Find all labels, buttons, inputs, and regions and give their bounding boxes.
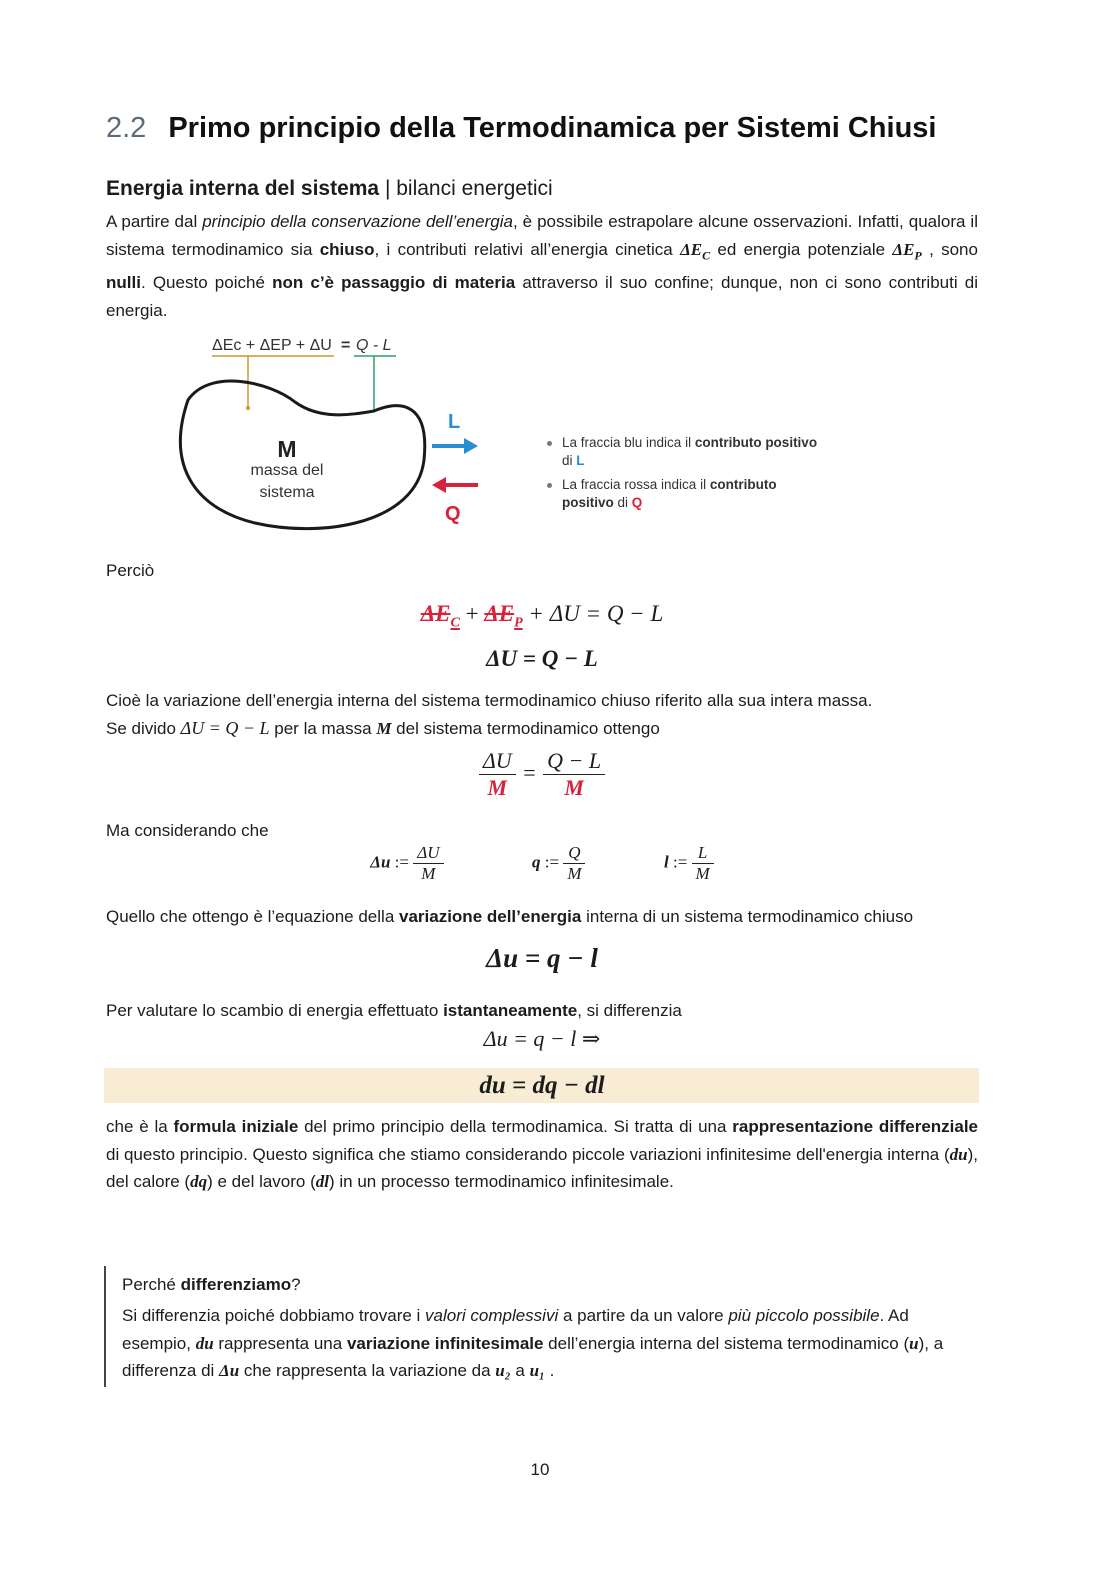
text: Si differenzia poiché dobbiamo trovare i: [122, 1306, 426, 1325]
text: La fraccia blu indica il: [562, 435, 695, 450]
math-inline: Δu: [219, 1361, 240, 1380]
equation-energy-balance: [106, 643, 978, 675]
text-bold: contributo positivo: [694, 435, 818, 450]
mass-label-line2: sistema: [259, 484, 315, 501]
text: Quello che ottengo è l’equazione della: [106, 907, 399, 926]
pervalutare-text: [106, 998, 682, 1024]
denominator: M: [695, 864, 710, 883]
numerator: Q: [563, 843, 585, 864]
text-italic: più piccolo possibile: [728, 1306, 880, 1325]
text: per la massa: [269, 719, 377, 738]
equation-specific-definitions: [106, 843, 978, 884]
math-inline: dl: [315, 1172, 330, 1191]
page-number: 10: [530, 1460, 550, 1479]
text: , i contributi relativi all’energia cinetica: [374, 239, 681, 259]
system-diagram: [160, 320, 520, 550]
denominator: M: [567, 864, 582, 883]
math-q: q: [532, 852, 541, 872]
math-def: :=: [544, 852, 560, 872]
red-arrow-head-icon: [432, 477, 446, 493]
formula-paragraph: [106, 1113, 978, 1196]
text: . Ad esempio,: [122, 1306, 909, 1353]
math-ep-cancelled: $\Delta E_P$: [484, 601, 523, 631]
text-italic: valori complessivi: [425, 1306, 559, 1325]
text: dell’energia interna del sistema termodinamico (: [543, 1333, 910, 1353]
text-red: Q: [631, 495, 643, 510]
text: ), a differenza di: [122, 1333, 944, 1380]
equation-differentiate: Δu = q − l ⇒: [483, 1026, 601, 1051]
text: Se divido: [106, 719, 181, 738]
diagram-formula-equal: =: [341, 337, 351, 354]
fraction-du: [413, 843, 443, 884]
quello-text: [106, 904, 913, 930]
note-border: [104, 1266, 106, 1387]
math-inline: du: [195, 1333, 214, 1353]
diagram-legend: [544, 434, 824, 518]
text-italic: principio della conservazione dell’energia: [202, 212, 513, 231]
equation-differential-form: [106, 1068, 978, 1103]
text: interna di un sistema termodinamico chiuso: [581, 907, 914, 926]
arrow-Q-label: Q: [445, 503, 461, 525]
text-bold: istantaneamente: [443, 1001, 578, 1020]
text: del primo principio della termodinamica. Si tratta di una: [298, 1117, 733, 1136]
text: ?: [291, 1275, 301, 1294]
text: a: [510, 1361, 530, 1380]
math-l: l: [663, 852, 669, 872]
math-inline: du: [949, 1144, 968, 1164]
text: Per valutare lo scambio di energia effettuato: [106, 1001, 444, 1020]
math-def: :=: [672, 852, 688, 872]
text: che è la: [106, 1117, 174, 1136]
math-delta-ep: $\Delta E_P$: [892, 239, 922, 262]
note-body: [122, 1302, 972, 1385]
text-bold: chiuso: [319, 239, 375, 259]
text: a partire da un valore: [558, 1306, 729, 1325]
mass-label-line1: massa del: [250, 462, 324, 479]
math-du: Δu: [370, 852, 391, 872]
denominator: M: [487, 775, 508, 800]
arrow-L-label: L: [448, 411, 461, 433]
equation-specific-energy: Δu = q − l: [486, 943, 598, 973]
math-delta-ec: $\Delta E_C$: [680, 239, 711, 262]
text: , sono: [921, 239, 978, 259]
math-inline-bold: M: [376, 719, 392, 738]
denominator: M: [421, 864, 436, 883]
equation-per-mass: $\frac{\Delta U}{M}$ = $\frac{Q - L}{M}$: [106, 748, 978, 801]
text: A partire dal: [106, 212, 203, 231]
text-bold: non c’è passaggio di materia: [272, 273, 516, 293]
section-number: 2.2: [106, 112, 147, 144]
text: ) in un processo termodinamico infinitesimale.: [329, 1172, 674, 1191]
text-bold: differenziamo: [180, 1275, 292, 1294]
text: ed energia potenziale: [710, 239, 893, 259]
math-inline: u₁: [529, 1361, 545, 1380]
text-bold: formula iniziale: [173, 1117, 299, 1136]
text: Perché: [122, 1275, 181, 1294]
fraction-right: [543, 748, 605, 801]
legend-item-blue: [544, 434, 824, 470]
system-boundary: [180, 381, 424, 529]
text: . Questo poiché: [140, 273, 273, 293]
text-bold: contributo positivo: [562, 477, 777, 510]
subsection-subtitle: | bilanci energetici: [379, 177, 553, 200]
numerator: ΔU: [479, 748, 516, 775]
fraction-l: [692, 843, 714, 884]
text: di: [613, 495, 632, 510]
math-def: :=: [394, 852, 409, 872]
text: , si differenzia: [577, 1001, 682, 1020]
math-inline: u₂: [495, 1361, 511, 1380]
math-ec-cancelled: $\Delta E_C$: [420, 601, 460, 631]
text: La fraccia rossa indica il: [562, 477, 710, 492]
text-bold: variazione dell’energia: [399, 907, 582, 926]
section-title: Primo principio della Termodinamica per Sistemi Chiusi: [168, 112, 937, 144]
math-inline: dq: [190, 1172, 208, 1191]
text: rappresenta una: [213, 1333, 347, 1353]
text-bold: rappresentazione differenziale: [732, 1117, 979, 1136]
bullet-icon: [547, 483, 552, 488]
ma-text: Ma considerando che: [106, 821, 269, 840]
text: di: [562, 453, 577, 468]
subsection-heading: [106, 174, 553, 204]
denominator: M: [564, 775, 584, 800]
math-rest: + ΔU = Q − L: [528, 601, 664, 626]
cioe-text: Cioè la variazione dell’energia interna del sistema termodinamico chiuso riferito alla sua intera massa.: [106, 691, 873, 710]
numerator: Q − L: [543, 748, 605, 775]
text: del sistema termodinamico ottengo: [391, 719, 660, 738]
percio-text: Perciò: [106, 561, 155, 580]
fraction-q: [563, 843, 585, 884]
text: .: [544, 1361, 555, 1380]
numerator: L: [692, 843, 714, 864]
math-equation: ΔU = Q − L: [486, 646, 598, 671]
text-bold: nulli: [106, 273, 141, 293]
text: ) e del lavoro (: [207, 1172, 316, 1191]
note-question: [122, 1271, 972, 1299]
section-heading: [106, 108, 936, 148]
text-bold: variazione infinitesimale: [346, 1333, 544, 1353]
connector-dot: [246, 406, 250, 410]
numerator: ΔU: [413, 843, 443, 864]
subsection-title: Energia interna del sistema: [106, 177, 380, 200]
text: attraverso il suo confine; dunque, non ci sono contributi di energia.: [106, 273, 978, 320]
text: di questo principio. Questo significa che stiamo considerando piccole variazioni infinitesime dell'energia interna (: [106, 1144, 950, 1164]
math-equation: du = dq − dl: [479, 1072, 605, 1099]
sedivido-text: [106, 715, 660, 742]
mass-symbol: M: [277, 436, 297, 462]
math-inline: ΔU = Q − L: [180, 718, 270, 738]
diagram-formula-left: ΔEc + ΔEP + ΔU: [212, 337, 332, 354]
math-inline: u: [909, 1333, 919, 1353]
text-blue: L: [576, 453, 585, 468]
legend-item-red: [544, 476, 824, 512]
text: , è possibile estrapolare alcune osservazioni. Infatti, qualora il sistema termodinamico sia: [106, 212, 978, 259]
blue-arrow-head-icon: [464, 438, 478, 454]
bullet-icon: [547, 441, 552, 446]
text: che rappresenta la variazione da: [239, 1361, 496, 1380]
fraction-left: [479, 748, 516, 801]
text: ), del calore (: [106, 1144, 978, 1191]
intro-paragraph: [106, 208, 978, 324]
equation-full-balance: $\Delta E_C + \Delta E_P + \Delta U = Q - L$: [420, 601, 664, 631]
diagram-formula-right: Q - L: [356, 337, 392, 354]
